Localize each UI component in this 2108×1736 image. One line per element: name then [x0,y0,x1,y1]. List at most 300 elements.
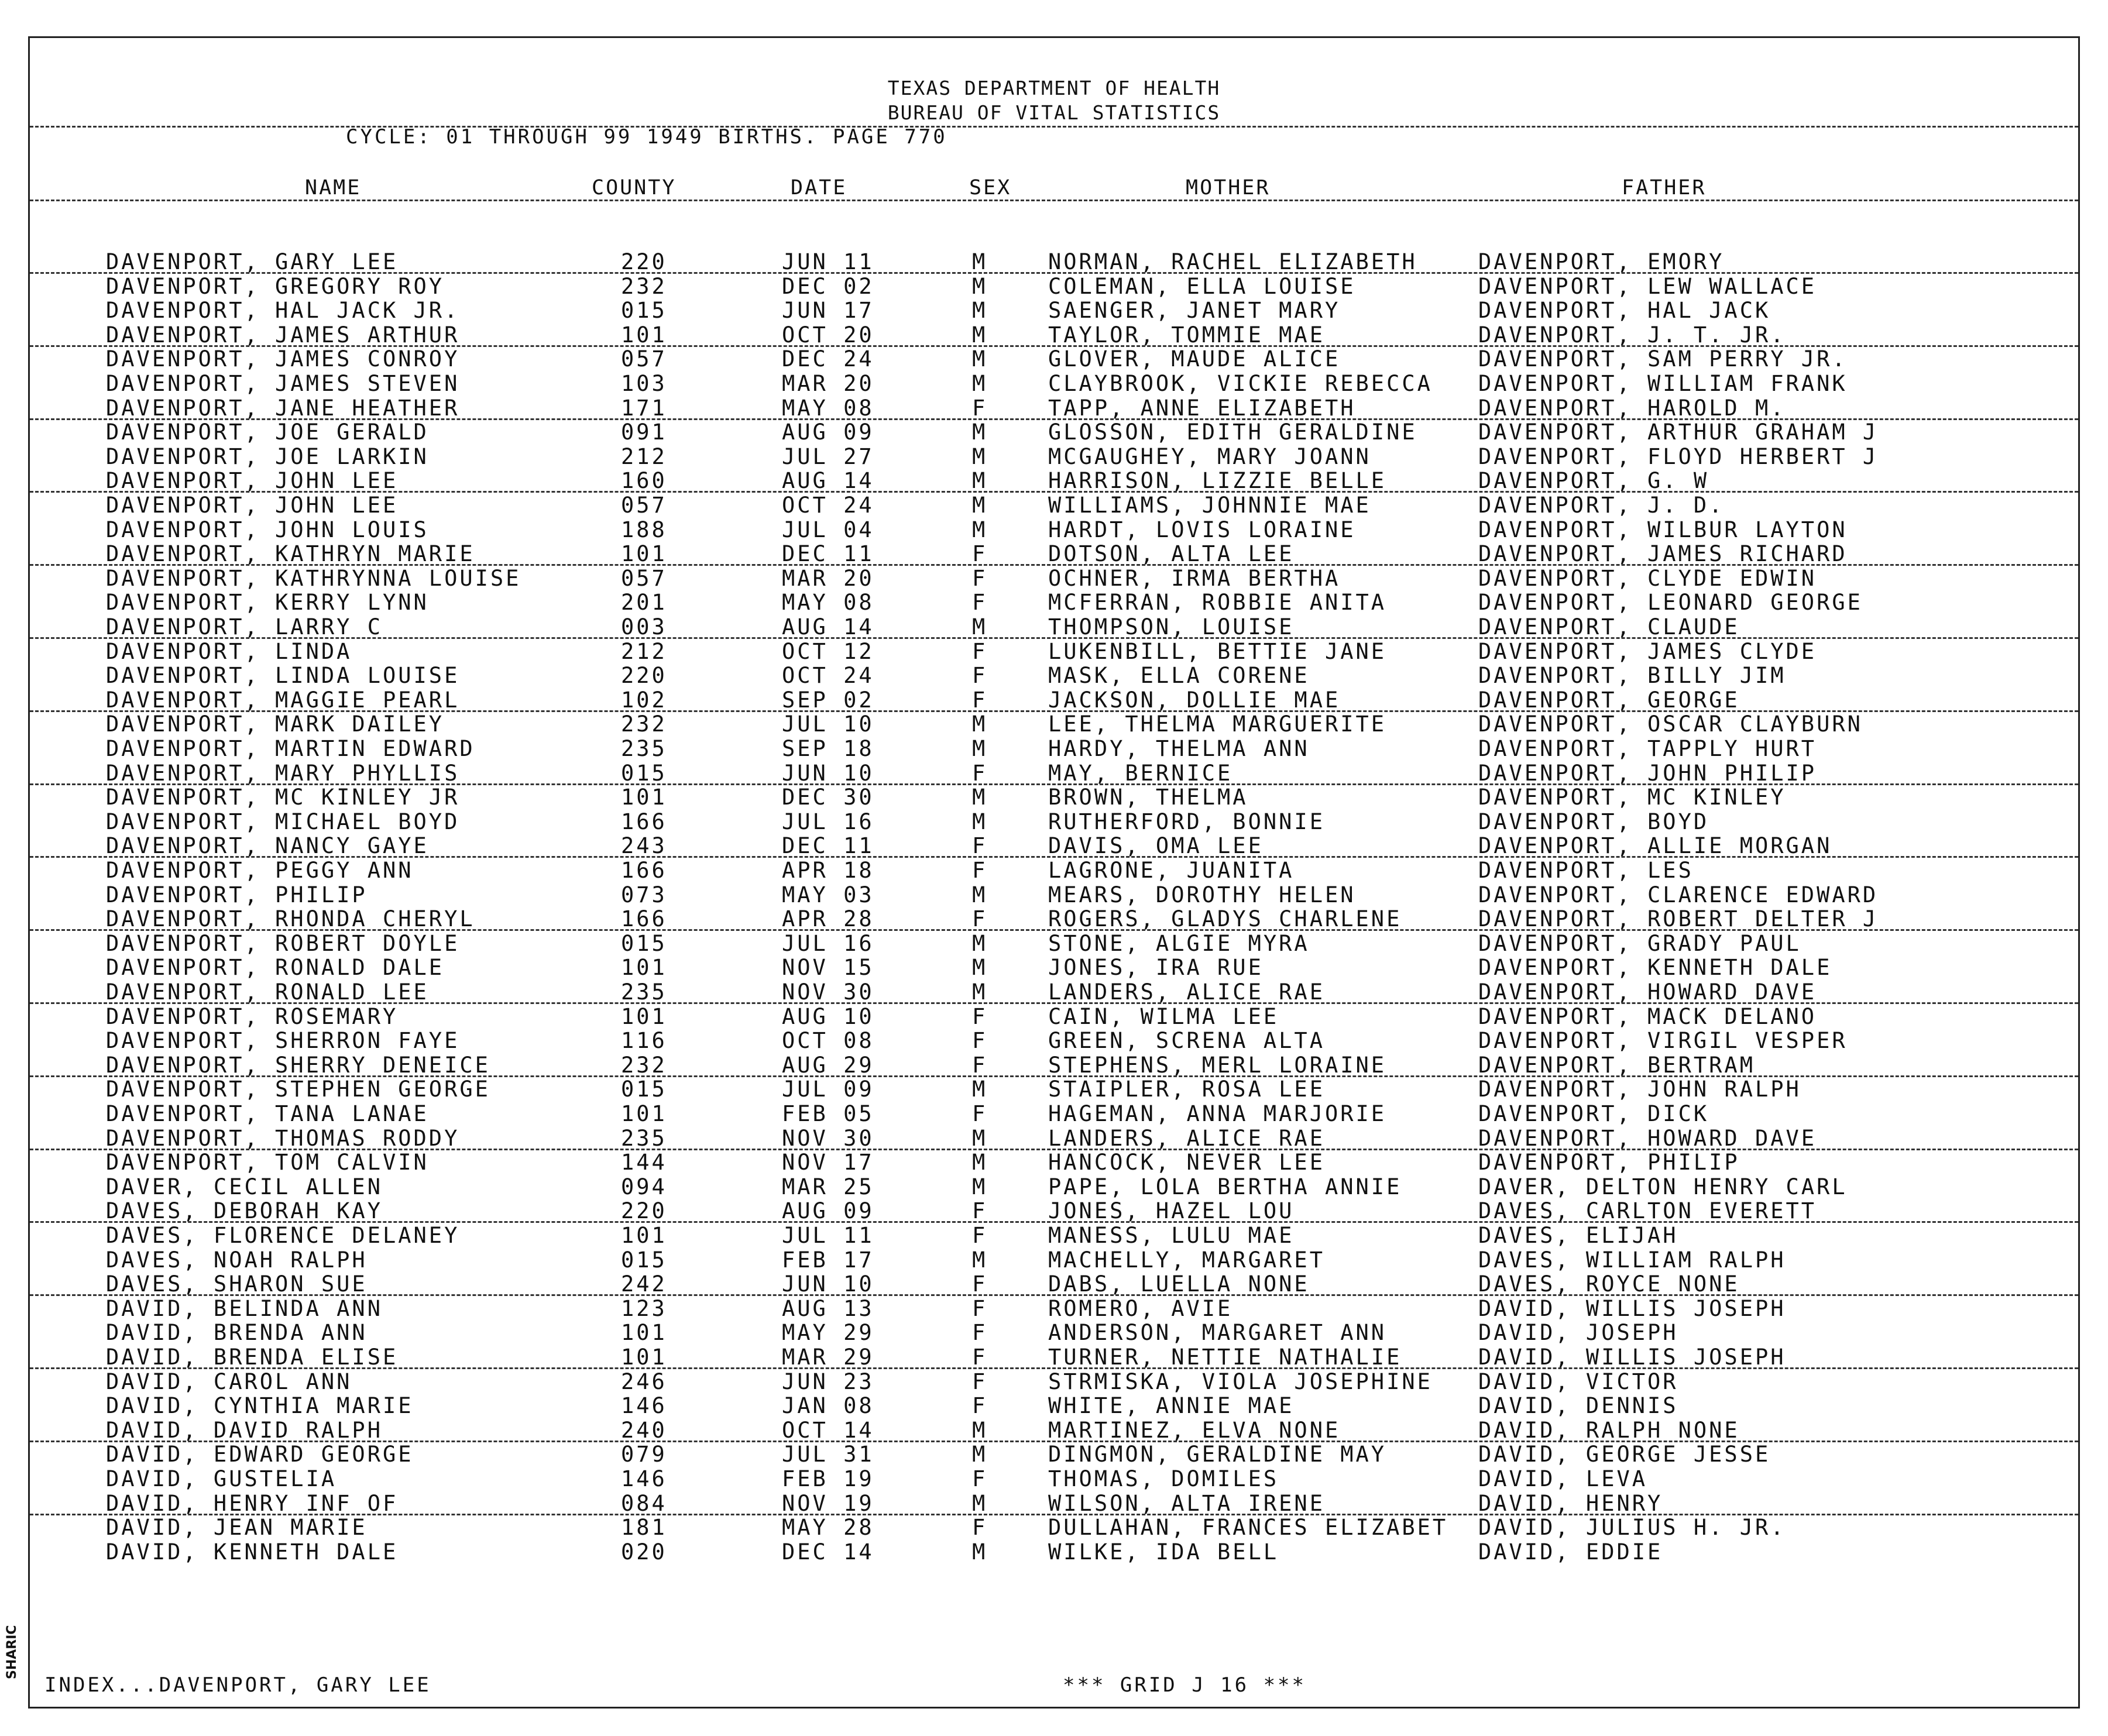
mother-name: COLEMAN, ELLA LOUISE [1048,273,1356,299]
sex-code: F [972,1295,988,1321]
father-name: DAVENPORT, GEORGE [1478,687,1740,713]
child-name: DAVENPORT, KERRY LYNN [106,590,429,616]
county-code: 101 [621,541,667,567]
father-name: DAVID, GEORGE JESSE [1478,1442,1771,1467]
sex-code: M [972,444,988,469]
birth-date: JUN 23 [782,1369,874,1394]
child-name: DAVID, BELINDA ANN [106,1295,383,1321]
county-code: 220 [621,249,667,274]
father-name: DAVES, ROYCE NONE [1478,1271,1740,1297]
father-name: DAVENPORT, J. D. [1478,493,1725,518]
sex-code: M [972,346,988,372]
birth-date: MAY 08 [782,590,874,616]
birth-date: OCT 20 [782,322,874,348]
county-code: 146 [621,1466,667,1491]
sex-code: M [972,1442,988,1467]
birth-date: OCT 12 [782,638,874,664]
child-name: DAVES, DEBORAH KAY [106,1198,383,1224]
birth-date: DEC 24 [782,346,874,372]
mother-name: DABS, LUELLA NONE [1048,1271,1310,1297]
child-name: DAVENPORT, JAMES ARTHUR [106,322,460,348]
mother-name: HARRISON, LIZZIE BELLE [1048,468,1387,494]
birth-date: MAY 03 [782,882,874,907]
father-name: DAVENPORT, GRADY PAUL [1478,930,1801,956]
child-name: DAVENPORT, JAMES STEVEN [106,371,460,396]
child-name: DAVENPORT, LINDA LOUISE [106,663,460,689]
father-name: DAVENPORT, OSCAR CLAYBURN [1478,711,1863,737]
sex-code: F [972,1101,988,1126]
mother-name: THOMAS, DOMILES [1048,1466,1279,1491]
birth-date: AUG 09 [782,1198,874,1224]
mother-name: RUTHERFORD, BONNIE [1048,809,1325,834]
child-name: DAVENPORT, JOHN LOUIS [106,517,429,542]
sex-code: M [972,468,988,494]
mother-name: MCFERRAN, ROBBIE ANITA [1048,590,1387,616]
birth-date: OCT 14 [782,1417,874,1443]
county-code: 188 [621,517,667,542]
sex-code: F [972,541,988,567]
birth-date: MAY 28 [782,1515,874,1541]
father-name: DAVES, ELIJAH [1478,1223,1678,1248]
father-name: DAVENPORT, TAPPLY HURT [1478,736,1817,761]
county-code: 084 [621,1490,667,1516]
mother-name: STRMISKA, VIOLA JOSEPHINE [1048,1369,1433,1394]
child-name: DAVENPORT, SHERRON FAYE [106,1028,460,1054]
child-name: DAVENPORT, JOE LARKIN [106,444,429,469]
birth-date: AUG 09 [782,420,874,445]
father-name: DAVENPORT, MACK DELANO [1478,1003,1817,1029]
father-name: DAVID, JOSEPH [1478,1320,1678,1346]
child-name: DAVENPORT, KATHRYNNA LOUISE [106,565,521,591]
sex-code: M [972,1539,988,1565]
county-code: 235 [621,979,667,1005]
mother-name: HARDY, THELMA ANN [1048,736,1310,761]
mother-name: MEARS, DOROTHY HELEN [1048,882,1356,907]
sex-code: F [972,1028,988,1054]
father-name: DAVID, LEVA [1478,1466,1648,1491]
father-name: DAVENPORT, HOWARD DAVE [1478,979,1817,1005]
sex-code: M [972,1150,988,1175]
father-name: DAVID, HENRY [1478,1490,1663,1516]
father-name: DAVENPORT, EMORY [1478,249,1725,274]
father-name: DAVENPORT, ALLIE MORGAN [1478,833,1832,859]
child-name: DAVENPORT, MARY PHYLLIS [106,760,460,786]
county-code: 242 [621,1271,667,1297]
birth-date: FEB 19 [782,1466,874,1491]
birth-date: DEC 02 [782,273,874,299]
child-name: DAVID, EDWARD GEORGE [106,1442,414,1467]
father-name: DAVENPORT, PHILIP [1478,1150,1740,1175]
sex-code: F [972,1515,988,1541]
mother-name: LUKENBILL, BETTIE JANE [1048,638,1387,664]
mother-name: TAPP, ANNE ELIZABETH [1048,395,1356,421]
mother-name: GREEN, SCRENA ALTA [1048,1028,1325,1054]
child-name: DAVENPORT, GREGORY ROY [106,273,445,299]
birth-date: NOV 17 [782,1150,874,1175]
grid-footer: *** GRID J 16 *** [1063,1673,1306,1697]
sex-code: F [972,1369,988,1394]
county-code: 220 [621,1198,667,1224]
birth-date: AUG 10 [782,1003,874,1029]
sex-code: M [972,1125,988,1151]
sex-code: M [972,979,988,1005]
county-code: 020 [621,1539,667,1565]
child-name: DAVENPORT, MICHAEL BOYD [106,809,460,834]
mother-name: WILKE, IDA BELL [1048,1539,1279,1565]
child-name: DAVENPORT, MC KINLEY JR [106,785,460,810]
birth-date: AUG 14 [782,614,874,640]
child-name: DAVENPORT, PHILIP [106,882,368,907]
county-code: 171 [621,395,667,421]
father-name: DAVID, VICTOR [1478,1369,1678,1394]
sex-code: M [972,298,988,324]
child-name: DAVENPORT, KATHRYN MARIE [106,541,475,567]
county-code: 235 [621,736,667,761]
mother-name: WILSON, ALTA IRENE [1048,1490,1325,1516]
sex-code: M [972,1490,988,1516]
sex-code: M [972,785,988,810]
county-code: 015 [621,1077,667,1102]
mother-name: PAPE, LOLA BERTHA ANNIE [1048,1174,1402,1199]
sex-code: F [972,1320,988,1346]
father-name: DAVENPORT, BERTRAM [1478,1052,1755,1078]
mother-name: STAIPLER, ROSA LEE [1048,1077,1325,1102]
child-name: DAVENPORT, NANCY GAYE [106,833,429,859]
sex-code: F [972,906,988,932]
sex-code: M [972,1247,988,1273]
child-name: DAVID, HENRY INF OF [106,1490,399,1516]
mother-name: MANESS, LULU MAE [1048,1223,1295,1248]
sex-code: F [972,1223,988,1248]
sex-code: M [972,249,988,274]
sex-code: M [972,371,988,396]
father-name: DAVENPORT, CLARENCE EDWARD [1478,882,1879,907]
father-name: DAVES, WILLIAM RALPH [1478,1247,1786,1273]
father-name: DAVENPORT, HAROLD M. [1478,395,1786,421]
mother-name: LANDERS, ALICE RAE [1048,1125,1325,1151]
county-code: 015 [621,1247,667,1273]
child-name: DAVENPORT, PEGGY ANN [106,858,414,883]
county-code: 103 [621,371,667,396]
birth-date: FEB 17 [782,1247,874,1273]
father-name: DAVID, JULIUS H. JR. [1478,1515,1786,1541]
county-code: 116 [621,1028,667,1054]
mother-name: TURNER, NETTIE NATHALIE [1048,1345,1402,1370]
mother-name: HANCOCK, NEVER LEE [1048,1150,1325,1175]
mother-name: ROGERS, GLADYS CHARLENE [1048,906,1402,932]
sex-code: F [972,1052,988,1078]
sex-code: F [972,395,988,421]
father-name: DAVID, WILLIS JOSEPH [1478,1295,1786,1321]
mother-name: DAVIS, OMA LEE [1048,833,1264,859]
child-name: DAVID, GUSTELIA [106,1466,337,1491]
birth-date: JUN 10 [782,1271,874,1297]
county-code: 057 [621,346,667,372]
mother-name: BROWN, THELMA [1048,785,1248,810]
county-code: 212 [621,444,667,469]
birth-date: JUL 09 [782,1077,874,1102]
child-name: DAVER, CECIL ALLEN [106,1174,383,1199]
mother-name: DOTSON, ALTA LEE [1048,541,1295,567]
child-name: DAVENPORT, JOHN LEE [106,493,399,518]
col-sex: SEX [969,176,1012,200]
father-name: DAVID, DENNIS [1478,1393,1678,1419]
sex-code: M [972,517,988,542]
child-name: DAVID, KENNETH DALE [106,1539,399,1565]
county-code: 101 [621,322,667,348]
birth-date: FEB 05 [782,1101,874,1126]
county-code: 235 [621,1125,667,1151]
birth-date: DEC 11 [782,833,874,859]
divider [30,126,2078,128]
col-mother: MOTHER [1186,176,1271,200]
county-code: 160 [621,468,667,494]
father-name: DAVER, DELTON HENRY CARL [1478,1174,1848,1199]
birth-date: SEP 18 [782,736,874,761]
father-name: DAVID, WILLIS JOSEPH [1478,1345,1786,1370]
county-code: 240 [621,1417,667,1443]
birth-date: JUL 16 [782,930,874,956]
county-code: 146 [621,1393,667,1419]
mother-name: STONE, ALGIE MYRA [1048,930,1310,956]
sex-code: M [972,493,988,518]
sex-code: M [972,420,988,445]
mother-name: CLAYBROOK, VICKIE REBECCA [1048,371,1433,396]
mother-name: DULLAHAN, FRANCES ELIZABET [1048,1515,1448,1541]
mother-name: JONES, IRA RUE [1048,955,1264,981]
mother-name: SAENGER, JANET MARY [1048,298,1341,324]
father-name: DAVENPORT, G. W [1478,468,1709,494]
county-code: 015 [621,760,667,786]
birth-date: MAR 20 [782,565,874,591]
child-name: DAVENPORT, RHONDA CHERYL [106,906,475,932]
county-code: 102 [621,687,667,713]
sex-code: F [972,1003,988,1029]
child-name: DAVENPORT, TOM CALVIN [106,1150,429,1175]
mother-name: ANDERSON, MARGARET ANN [1048,1320,1387,1346]
birth-date: NOV 30 [782,1125,874,1151]
mother-name: LAGRONE, JUANITA [1048,858,1295,883]
mother-name: MASK, ELLA CORENE [1048,663,1310,689]
sex-code: F [972,833,988,859]
county-code: 003 [621,614,667,640]
child-name: DAVENPORT, ROBERT DOYLE [106,930,460,956]
county-code: 057 [621,565,667,591]
father-name: DAVENPORT, LEONARD GEORGE [1478,590,1863,616]
county-code: 123 [621,1295,667,1321]
father-name: DAVENPORT, ARTHUR GRAHAM J [1478,420,1879,445]
father-name: DAVENPORT, VIRGIL VESPER [1478,1028,1848,1054]
birth-date: MAR 20 [782,371,874,396]
index-footer: INDEX...DAVENPORT, GARY LEE [44,1673,431,1697]
father-name: DAVENPORT, LES [1478,858,1694,883]
sex-code: F [972,1271,988,1297]
sex-code: F [972,1393,988,1419]
father-name: DAVENPORT, LEW WALLACE [1478,273,1817,299]
child-name: DAVID, BRENDA ANN [106,1320,368,1346]
father-name: DAVID, EDDIE [1478,1539,1663,1565]
birth-date: JAN 08 [782,1393,874,1419]
county-code: 212 [621,638,667,664]
child-name: DAVENPORT, GARY LEE [106,249,399,274]
county-code: 232 [621,1052,667,1078]
county-code: 101 [621,1320,667,1346]
birth-date: AUG 13 [782,1295,874,1321]
agency-title: TEXAS DEPARTMENT OF HEALTH [887,77,1221,99]
mother-name: STEPHENS, MERL LORAINE [1048,1052,1387,1078]
sex-code: M [972,736,988,761]
county-code: 232 [621,273,667,299]
child-name: DAVID, DAVID RALPH [106,1417,383,1443]
sex-code: F [972,1345,988,1370]
mother-name: LEE, THELMA MARGUERITE [1048,711,1387,737]
county-code: 091 [621,420,667,445]
col-name: NAME [305,176,362,200]
county-code: 015 [621,298,667,324]
child-name: DAVENPORT, THOMAS RODDY [106,1125,460,1151]
birth-date: NOV 30 [782,979,874,1005]
father-name: DAVENPORT, WILLIAM FRANK [1478,371,1848,396]
mother-name: DINGMON, GERALDINE MAY [1048,1442,1387,1467]
birth-date: JUN 10 [782,760,874,786]
county-code: 057 [621,493,667,518]
county-code: 232 [621,711,667,737]
child-name: DAVENPORT, LINDA [106,638,352,664]
child-name: DAVENPORT, STEPHEN GEORGE [106,1077,490,1102]
mother-name: MARTINEZ, ELVA NONE [1048,1417,1341,1443]
birth-date: JUN 17 [782,298,874,324]
child-name: DAVENPORT, RONALD DALE [106,955,445,981]
father-name: DAVENPORT, MC KINLEY [1478,785,1786,810]
father-name: DAVID, RALPH NONE [1478,1417,1740,1443]
birth-date: MAR 25 [782,1174,874,1199]
mother-name: NORMAN, RACHEL ELIZABETH [1048,249,1417,274]
father-name: DAVENPORT, JAMES CLYDE [1478,638,1817,664]
mother-name: JONES, HAZEL LOU [1048,1198,1295,1224]
father-name: DAVENPORT, FLOYD HERBERT J [1478,444,1879,469]
father-name: DAVENPORT, BOYD [1478,809,1709,834]
father-name: DAVENPORT, CLAUDE [1478,614,1740,640]
sex-code: M [972,809,988,834]
mother-name: MACHELLY, MARGARET [1048,1247,1325,1273]
sex-code: M [972,322,988,348]
child-name: DAVENPORT, JAMES CONROY [106,346,460,372]
sex-code: M [972,955,988,981]
birth-date: JUL 31 [782,1442,874,1467]
father-name: DAVES, CARLTON EVERETT [1478,1198,1817,1224]
sex-code: F [972,638,988,664]
sex-code: F [972,663,988,689]
birth-date: APR 18 [782,858,874,883]
child-name: DAVID, JEAN MARIE [106,1515,368,1541]
birth-date: MAY 08 [782,395,874,421]
birth-date: JUL 10 [782,711,874,737]
county-code: 246 [621,1369,667,1394]
mother-name: HARDT, LOVIS LORAINE [1048,517,1356,542]
mother-name: WHITE, ANNIE MAE [1048,1393,1295,1419]
father-name: DAVENPORT, BILLY JIM [1478,663,1786,689]
col-father: FATHER [1622,176,1707,200]
child-name: DAVENPORT, JOHN LEE [106,468,399,494]
birth-date: JUL 11 [782,1223,874,1248]
header-divider [30,200,2078,201]
birth-date: NOV 19 [782,1490,874,1516]
child-name: DAVENPORT, RONALD LEE [106,979,429,1005]
birth-date: DEC 30 [782,785,874,810]
sex-code: F [972,590,988,616]
birth-date: OCT 24 [782,663,874,689]
mother-name: MAY, BERNICE [1048,760,1233,786]
mother-name: CAIN, WILMA LEE [1048,1003,1279,1029]
sex-code: F [972,1198,988,1224]
county-code: 181 [621,1515,667,1541]
county-code: 101 [621,1223,667,1248]
bureau-title: BUREAU OF VITAL STATISTICS [887,101,1221,124]
father-name: DAVENPORT, HOWARD DAVE [1478,1125,1817,1151]
county-code: 094 [621,1174,667,1199]
birth-date: OCT 08 [782,1028,874,1054]
birth-date: SEP 02 [782,687,874,713]
child-name: DAVENPORT, MAGGIE PEARL [106,687,460,713]
birth-date: JUL 16 [782,809,874,834]
county-code: 220 [621,663,667,689]
child-name: DAVID, CYNTHIA MARIE [106,1393,414,1419]
child-name: DAVENPORT, TANA LANAE [106,1101,429,1126]
county-code: 015 [621,930,667,956]
county-code: 166 [621,809,667,834]
sex-code: F [972,1466,988,1491]
county-code: 101 [621,955,667,981]
sex-code: F [972,858,988,883]
county-code: 166 [621,858,667,883]
county-code: 101 [621,785,667,810]
cycle-line: CYCLE: 01 THROUGH 99 1949 BIRTHS. PAGE 770 [346,125,947,149]
mother-name: GLOVER, MAUDE ALICE [1048,346,1341,372]
father-name: DAVENPORT, JOHN PHILIP [1478,760,1817,786]
father-name: DAVENPORT, HAL JACK [1478,298,1771,324]
sex-code: M [972,1077,988,1102]
father-name: DAVENPORT, JAMES RICHARD [1478,541,1848,567]
sex-code: F [972,687,988,713]
mother-name: WILLIAMS, JOHNNIE MAE [1048,493,1371,518]
birth-date: DEC 14 [782,1539,874,1565]
sex-code: M [972,614,988,640]
birth-date: AUG 29 [782,1052,874,1078]
father-name: DAVENPORT, KENNETH DALE [1478,955,1832,981]
birth-date: MAR 29 [782,1345,874,1370]
mother-name: ROMERO, AVIE [1048,1295,1233,1321]
side-mark: SHARIC [5,1625,19,1679]
child-name: DAVENPORT, LARRY C [106,614,383,640]
birth-date: JUL 27 [782,444,874,469]
father-name: DAVENPORT, SAM PERRY JR. [1478,346,1848,372]
father-name: DAVENPORT, CLYDE EDWIN [1478,565,1817,591]
father-name: DAVENPORT, ROBERT DELTER J [1478,906,1879,932]
birth-date: NOV 15 [782,955,874,981]
birth-date: JUN 11 [782,249,874,274]
child-name: DAVENPORT, MARTIN EDWARD [106,736,475,761]
birth-date: MAY 29 [782,1320,874,1346]
mother-name: JACKSON, DOLLIE MAE [1048,687,1341,713]
birth-date: OCT 24 [782,493,874,518]
county-code: 144 [621,1150,667,1175]
county-code: 101 [621,1345,667,1370]
mother-name: LANDERS, ALICE RAE [1048,979,1325,1005]
county-code: 243 [621,833,667,859]
child-name: DAVENPORT, HAL JACK JR. [106,298,460,324]
sex-code: M [972,882,988,907]
sex-code: M [972,711,988,737]
